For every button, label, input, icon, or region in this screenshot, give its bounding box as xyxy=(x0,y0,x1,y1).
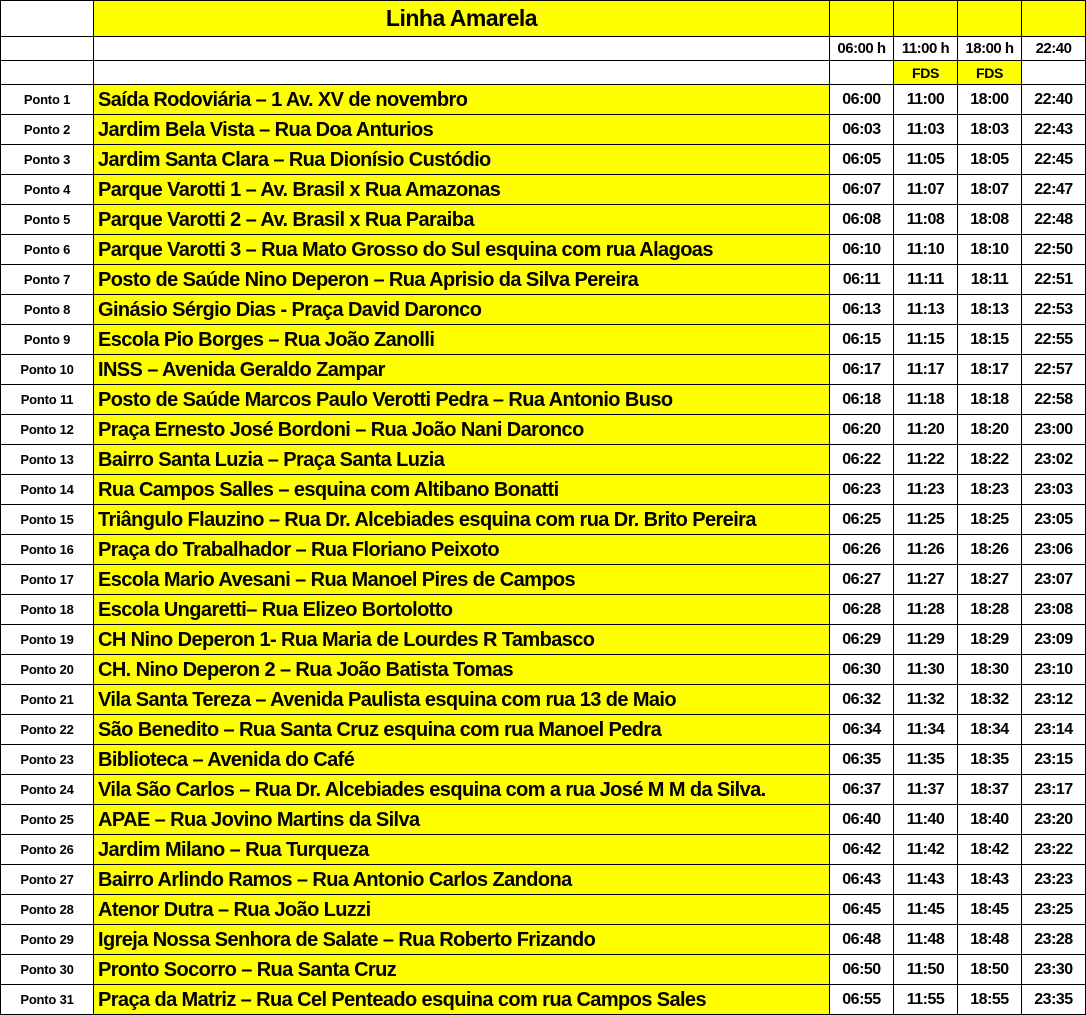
stop-number: Ponto 26 xyxy=(1,835,94,865)
stop-time: 06:34 xyxy=(830,715,894,745)
stop-number: Ponto 18 xyxy=(1,595,94,625)
stop-location: Ginásio Sérgio Dias - Praça David Daronco xyxy=(94,295,830,325)
stop-location: INSS – Avenida Geraldo Zampar xyxy=(94,355,830,385)
stop-location: Jardim Milano – Rua Turqueza xyxy=(94,835,830,865)
stop-location: Bairro Santa Luzia – Praça Santa Luzia xyxy=(94,445,830,475)
table-row xyxy=(1,175,1086,205)
table-row xyxy=(1,685,1086,715)
stop-location: Bairro Arlindo Ramos – Rua Antonio Carlos Zandona xyxy=(94,865,830,895)
stop-time: 06:13 xyxy=(830,295,894,325)
stop-time: 18:25 xyxy=(958,505,1022,535)
stop-number: Ponto 4 xyxy=(1,175,94,205)
stop-time: 23:09 xyxy=(1022,625,1086,655)
stop-time: 18:08 xyxy=(958,205,1022,235)
stop-time: 06:40 xyxy=(830,805,894,835)
stop-time: 06:48 xyxy=(830,925,894,955)
stop-time: 22:48 xyxy=(1022,205,1086,235)
stop-time: 18:48 xyxy=(958,925,1022,955)
stop-time: 18:18 xyxy=(958,385,1022,415)
stop-time: 23:25 xyxy=(1022,895,1086,925)
stop-time: 11:22 xyxy=(894,445,958,475)
stop-location: Parque Varotti 2 – Av. Brasil x Rua Paraiba xyxy=(94,205,830,235)
stop-time: 11:10 xyxy=(894,235,958,265)
stop-time: 11:11 xyxy=(894,265,958,295)
table-row xyxy=(1,835,1086,865)
stop-time: 11:17 xyxy=(894,355,958,385)
stop-time: 18:37 xyxy=(958,775,1022,805)
stop-time: 06:07 xyxy=(830,175,894,205)
table-row xyxy=(1,865,1086,895)
table-row xyxy=(1,775,1086,805)
table-row xyxy=(1,625,1086,655)
table-row xyxy=(1,235,1086,265)
stop-time: 11:32 xyxy=(894,685,958,715)
title-filler-cell xyxy=(1022,1,1086,37)
stop-time: 23:02 xyxy=(1022,445,1086,475)
stop-location: Biblioteca – Avenida do Café xyxy=(94,745,830,775)
stop-time: 23:17 xyxy=(1022,775,1086,805)
stop-time: 18:34 xyxy=(958,715,1022,745)
departure-time-header: 22:40 xyxy=(1022,37,1086,61)
empty-cell xyxy=(94,61,830,85)
title-filler-cell xyxy=(830,1,894,37)
stop-time: 18:32 xyxy=(958,685,1022,715)
stop-time: 06:25 xyxy=(830,505,894,535)
stop-location: Jardim Bela Vista – Rua Doa Anturios xyxy=(94,115,830,145)
stop-time: 23:12 xyxy=(1022,685,1086,715)
table-row xyxy=(1,955,1086,985)
corner-cell xyxy=(1,1,94,37)
stop-time: 11:45 xyxy=(894,895,958,925)
stop-time: 06:45 xyxy=(830,895,894,925)
table-row xyxy=(1,715,1086,745)
stop-time: 06:26 xyxy=(830,535,894,565)
stop-time: 22:40 xyxy=(1022,85,1086,115)
stop-location: Atenor Dutra – Rua João Luzzi xyxy=(94,895,830,925)
table-row xyxy=(1,115,1086,145)
stop-time: 06:15 xyxy=(830,325,894,355)
stop-time: 11:07 xyxy=(894,175,958,205)
table-row xyxy=(1,535,1086,565)
stop-time: 06:43 xyxy=(830,865,894,895)
table-row xyxy=(1,985,1086,1015)
stop-time: 22:50 xyxy=(1022,235,1086,265)
stop-number: Ponto 15 xyxy=(1,505,94,535)
stop-location: Praça Ernesto José Bordoni – Rua João Nani Daronco xyxy=(94,415,830,445)
table-row xyxy=(1,325,1086,355)
stop-time: 11:03 xyxy=(894,115,958,145)
stop-time: 18:00 xyxy=(958,85,1022,115)
stop-time: 06:35 xyxy=(830,745,894,775)
stop-time: 11:15 xyxy=(894,325,958,355)
weekend-label: FDS xyxy=(894,61,958,85)
line-title: Linha Amarela xyxy=(94,1,830,37)
stop-number: Ponto 20 xyxy=(1,655,94,685)
stop-number: Ponto 23 xyxy=(1,745,94,775)
stop-location: Igreja Nossa Senhora de Salate – Rua Roberto Frizando xyxy=(94,925,830,955)
stop-time: 18:45 xyxy=(958,895,1022,925)
empty-cell xyxy=(94,37,830,61)
stop-time: 22:57 xyxy=(1022,355,1086,385)
stop-time: 11:08 xyxy=(894,205,958,235)
stop-location: São Benedito – Rua Santa Cruz esquina com rua Manoel Pedra xyxy=(94,715,830,745)
stop-time: 06:22 xyxy=(830,445,894,475)
title-filler-cell xyxy=(958,1,1022,37)
table-row xyxy=(1,895,1086,925)
stop-time: 11:50 xyxy=(894,955,958,985)
table-row xyxy=(1,205,1086,235)
stop-time: 18:29 xyxy=(958,625,1022,655)
departure-time-header: 18:00 h xyxy=(958,37,1022,61)
stop-number: Ponto 27 xyxy=(1,865,94,895)
stop-time: 18:50 xyxy=(958,955,1022,985)
stop-number: Ponto 1 xyxy=(1,85,94,115)
stop-time: 06:42 xyxy=(830,835,894,865)
stop-time: 22:58 xyxy=(1022,385,1086,415)
table-row xyxy=(1,295,1086,325)
stop-time: 23:30 xyxy=(1022,955,1086,985)
stop-location: Escola Ungaretti– Rua Elizeo Bortolotto xyxy=(94,595,830,625)
stop-time: 23:00 xyxy=(1022,415,1086,445)
weekend-row xyxy=(1,61,1086,85)
stop-location: Escola Mario Avesani – Rua Manoel Pires de Campos xyxy=(94,565,830,595)
weekend-label xyxy=(830,61,894,85)
stop-time: 06:00 xyxy=(830,85,894,115)
title-row xyxy=(1,1,1086,37)
table-row xyxy=(1,505,1086,535)
stop-number: Ponto 8 xyxy=(1,295,94,325)
table-row xyxy=(1,595,1086,625)
stop-time: 11:25 xyxy=(894,505,958,535)
stop-number: Ponto 29 xyxy=(1,925,94,955)
stop-time: 22:47 xyxy=(1022,175,1086,205)
stop-location: Rua Campos Salles – esquina com Altibano Bonatti xyxy=(94,475,830,505)
stop-number: Ponto 6 xyxy=(1,235,94,265)
stop-time: 06:05 xyxy=(830,145,894,175)
stop-time: 23:14 xyxy=(1022,715,1086,745)
stop-time: 11:18 xyxy=(894,385,958,415)
stop-number: Ponto 30 xyxy=(1,955,94,985)
stop-time: 18:35 xyxy=(958,745,1022,775)
stop-time: 18:15 xyxy=(958,325,1022,355)
stop-time: 11:34 xyxy=(894,715,958,745)
stop-location: APAE – Rua Jovino Martins da Silva xyxy=(94,805,830,835)
stop-time: 23:07 xyxy=(1022,565,1086,595)
stop-time: 18:13 xyxy=(958,295,1022,325)
stop-time: 23:23 xyxy=(1022,865,1086,895)
weekend-label: FDS xyxy=(958,61,1022,85)
table-row xyxy=(1,475,1086,505)
stop-time: 23:15 xyxy=(1022,745,1086,775)
stop-time: 22:43 xyxy=(1022,115,1086,145)
stop-time: 06:37 xyxy=(830,775,894,805)
stop-number: Ponto 2 xyxy=(1,115,94,145)
stop-time: 23:05 xyxy=(1022,505,1086,535)
table-row xyxy=(1,85,1086,115)
stop-time: 06:30 xyxy=(830,655,894,685)
stop-time: 11:55 xyxy=(894,985,958,1015)
table-row xyxy=(1,655,1086,685)
stop-time: 06:28 xyxy=(830,595,894,625)
stop-time: 18:11 xyxy=(958,265,1022,295)
stop-time: 22:53 xyxy=(1022,295,1086,325)
empty-cell xyxy=(1,37,94,61)
stop-location: CH. Nino Deperon 2 – Rua João Batista Tomas xyxy=(94,655,830,685)
stop-time: 23:22 xyxy=(1022,835,1086,865)
stop-number: Ponto 9 xyxy=(1,325,94,355)
table-row xyxy=(1,385,1086,415)
stop-number: Ponto 14 xyxy=(1,475,94,505)
stop-number: Ponto 28 xyxy=(1,895,94,925)
stop-time: 18:43 xyxy=(958,865,1022,895)
stop-location: Posto de Saúde Nino Deperon – Rua Aprisio da Silva Pereira xyxy=(94,265,830,295)
stop-time: 23:03 xyxy=(1022,475,1086,505)
stop-time: 06:17 xyxy=(830,355,894,385)
stop-location: Posto de Saúde Marcos Paulo Verotti Pedra – Rua Antonio Buso xyxy=(94,385,830,415)
stop-location: Triângulo Flauzino – Rua Dr. Alcebiades esquina com rua Dr. Brito Pereira xyxy=(94,505,830,535)
table-row xyxy=(1,445,1086,475)
stop-location: Praça da Matriz – Rua Cel Penteado esquina com rua Campos Sales xyxy=(94,985,830,1015)
stop-time: 18:17 xyxy=(958,355,1022,385)
stop-number: Ponto 21 xyxy=(1,685,94,715)
table-row xyxy=(1,745,1086,775)
stop-time: 18:42 xyxy=(958,835,1022,865)
stop-time: 06:32 xyxy=(830,685,894,715)
stop-time: 18:07 xyxy=(958,175,1022,205)
stop-time: 22:55 xyxy=(1022,325,1086,355)
stop-time: 06:18 xyxy=(830,385,894,415)
stop-time: 23:35 xyxy=(1022,985,1086,1015)
stop-time: 11:00 xyxy=(894,85,958,115)
stop-location: Parque Varotti 3 – Rua Mato Grosso do Sul esquina com rua Alagoas xyxy=(94,235,830,265)
stop-time: 11:37 xyxy=(894,775,958,805)
table-row xyxy=(1,145,1086,175)
stop-location: Parque Varotti 1 – Av. Brasil x Rua Amazonas xyxy=(94,175,830,205)
stop-time: 11:05 xyxy=(894,145,958,175)
stop-number: Ponto 22 xyxy=(1,715,94,745)
stop-time: 18:28 xyxy=(958,595,1022,625)
title-filler-cell xyxy=(894,1,958,37)
stop-time: 18:55 xyxy=(958,985,1022,1015)
stop-number: Ponto 16 xyxy=(1,535,94,565)
stop-time: 11:43 xyxy=(894,865,958,895)
stop-location: Pronto Socorro – Rua Santa Cruz xyxy=(94,955,830,985)
table-row xyxy=(1,805,1086,835)
departure-time-header: 06:00 h xyxy=(830,37,894,61)
stop-time: 18:10 xyxy=(958,235,1022,265)
stop-time: 11:28 xyxy=(894,595,958,625)
stop-number: Ponto 3 xyxy=(1,145,94,175)
stop-location: Praça do Trabalhador – Rua Floriano Peixoto xyxy=(94,535,830,565)
stop-time: 06:50 xyxy=(830,955,894,985)
stop-location: Vila São Carlos – Rua Dr. Alcebiades esquina com a rua José M M da Silva. xyxy=(94,775,830,805)
stop-number: Ponto 19 xyxy=(1,625,94,655)
stop-time: 23:08 xyxy=(1022,595,1086,625)
stop-time: 06:11 xyxy=(830,265,894,295)
empty-cell xyxy=(1,61,94,85)
stop-number: Ponto 17 xyxy=(1,565,94,595)
stop-time: 18:40 xyxy=(958,805,1022,835)
stop-location: Jardim Santa Clara – Rua Dionísio Custódio xyxy=(94,145,830,175)
stop-time: 18:22 xyxy=(958,445,1022,475)
stop-time: 11:30 xyxy=(894,655,958,685)
stop-time: 06:55 xyxy=(830,985,894,1015)
table-row xyxy=(1,355,1086,385)
stop-location: Vila Santa Tereza – Avenida Paulista esquina com rua 13 de Maio xyxy=(94,685,830,715)
stop-time: 18:03 xyxy=(958,115,1022,145)
stop-number: Ponto 11 xyxy=(1,385,94,415)
stop-number: Ponto 24 xyxy=(1,775,94,805)
stop-time: 23:10 xyxy=(1022,655,1086,685)
stop-location: CH Nino Deperon 1- Rua Maria de Lourdes R Tambasco xyxy=(94,625,830,655)
stop-time: 06:20 xyxy=(830,415,894,445)
table-row xyxy=(1,265,1086,295)
stop-time: 22:51 xyxy=(1022,265,1086,295)
stop-time: 11:20 xyxy=(894,415,958,445)
table-row xyxy=(1,925,1086,955)
stop-time: 23:06 xyxy=(1022,535,1086,565)
stop-time: 11:35 xyxy=(894,745,958,775)
stop-time: 06:23 xyxy=(830,475,894,505)
stop-time: 11:29 xyxy=(894,625,958,655)
weekend-label xyxy=(1022,61,1086,85)
stop-time: 18:30 xyxy=(958,655,1022,685)
stop-time: 18:05 xyxy=(958,145,1022,175)
stop-number: Ponto 12 xyxy=(1,415,94,445)
departure-times-row xyxy=(1,37,1086,61)
stop-time: 23:28 xyxy=(1022,925,1086,955)
stop-time: 11:26 xyxy=(894,535,958,565)
stop-time: 06:27 xyxy=(830,565,894,595)
stop-time: 06:03 xyxy=(830,115,894,145)
stop-time: 11:27 xyxy=(894,565,958,595)
stop-time: 18:20 xyxy=(958,415,1022,445)
stop-number: Ponto 5 xyxy=(1,205,94,235)
departure-time-header: 11:00 h xyxy=(894,37,958,61)
stop-location: Saída Rodoviária – 1 Av. XV de novembro xyxy=(94,85,830,115)
stop-number: Ponto 25 xyxy=(1,805,94,835)
table-row xyxy=(1,565,1086,595)
stop-time: 06:29 xyxy=(830,625,894,655)
table-row xyxy=(1,415,1086,445)
stop-time: 11:48 xyxy=(894,925,958,955)
stop-time: 11:13 xyxy=(894,295,958,325)
stop-time: 23:20 xyxy=(1022,805,1086,835)
stop-number: Ponto 10 xyxy=(1,355,94,385)
stop-time: 06:08 xyxy=(830,205,894,235)
stop-time: 11:40 xyxy=(894,805,958,835)
stop-time: 18:27 xyxy=(958,565,1022,595)
stop-number: Ponto 7 xyxy=(1,265,94,295)
stop-time: 11:23 xyxy=(894,475,958,505)
stop-number: Ponto 13 xyxy=(1,445,94,475)
stop-number: Ponto 31 xyxy=(1,985,94,1015)
stop-time: 18:23 xyxy=(958,475,1022,505)
stop-time: 11:42 xyxy=(894,835,958,865)
stop-location: Escola Pio Borges – Rua João Zanolli xyxy=(94,325,830,355)
schedule-body xyxy=(1,1,1086,1015)
stop-time: 18:26 xyxy=(958,535,1022,565)
stop-time: 22:45 xyxy=(1022,145,1086,175)
stop-time: 06:10 xyxy=(830,235,894,265)
